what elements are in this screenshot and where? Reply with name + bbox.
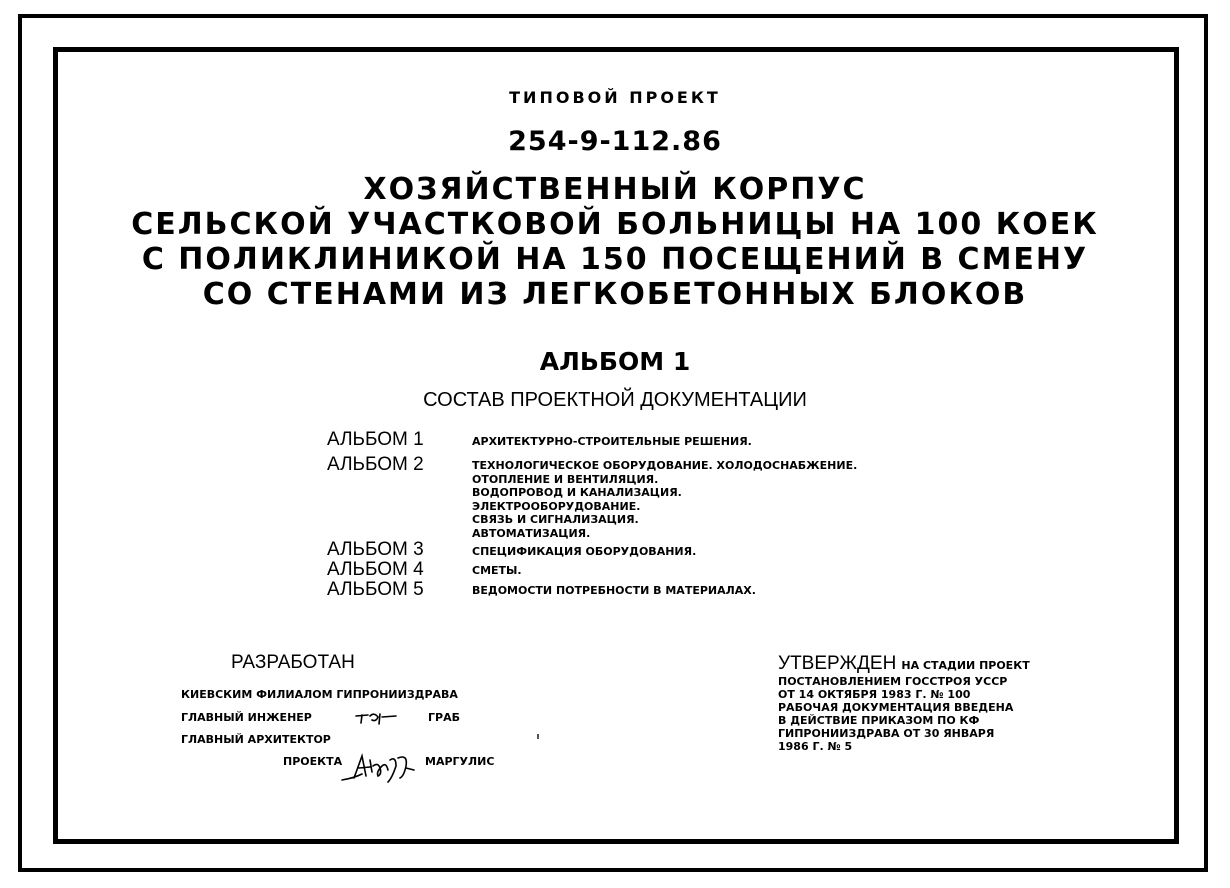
album-row	[327, 455, 857, 540]
album-name: АЛЬБОМ 3	[327, 539, 424, 560]
album-item: СМЕТЫ.	[472, 564, 522, 577]
title-line: ХОЗЯЙСТВЕННЫЙ КОРПУС	[363, 172, 867, 207]
project-label: ПРОЕКТА	[283, 755, 343, 768]
approval-block	[778, 653, 1030, 753]
album-title: АЛЬБОМ 1	[539, 347, 691, 376]
chief-architect-name: МАРГУЛИС	[425, 755, 495, 768]
album-list	[327, 430, 857, 600]
album-item: ОТОПЛЕНИЕ И ВЕНТИЛЯЦИЯ.	[472, 472, 659, 486]
album-name: АЛЬБОМ 4	[327, 559, 424, 580]
album-row	[327, 540, 857, 560]
documentation-subtitle: СОСТАВ ПРОЕКТНОЙ ДОКУМЕНТАЦИИ	[423, 389, 807, 411]
album-row	[327, 580, 857, 600]
album-name: АЛЬБОМ 1	[327, 429, 424, 450]
album-item: СПЕЦИФИКАЦИЯ ОБОРУДОВАНИЯ.	[472, 545, 697, 558]
speck-mark	[537, 734, 539, 739]
album-item: ВОДОПРОВОД И КАНАЛИЗАЦИЯ.	[472, 486, 682, 499]
engineer-signature-icon	[352, 708, 400, 728]
title-line: СЕЛЬСКОЙ УЧАСТКОВОЙ БОЛЬНИЦЫ НА 100 КОЕК	[131, 207, 1099, 242]
approved-stage: НА СТАДИИ ПРОЕКТ	[901, 659, 1030, 672]
album-row	[327, 560, 857, 580]
album-item: ВЕДОМОСТИ ПОТРЕБНОСТИ В МАТЕРИАЛАХ.	[472, 584, 756, 597]
album-item: ЭЛЕКТРООБОРУДОВАНИЕ.	[472, 499, 641, 513]
title-line: С ПОЛИКЛИНИКОЙ НА 150 ПОСЕЩЕНИЙ В СМЕНУ	[141, 242, 1089, 277]
developed-title: РАЗРАБОТАН	[231, 652, 355, 673]
project-code: 254-9-112.86	[508, 126, 722, 157]
approval-text: ПОСТАНОВЛЕНИЕМ ГОССТРОЯ УССР ОТ 14 ОКТЯБРЯ 1983 Г. № 100 РАБОЧАЯ ДОКУМЕНТАЦИЯ ВВЕДЕНА В ДЕЙСТВИЕ ПРИКАЗОМ ПО КФ ГИПРОНИИЗДРАВА ОТ 30 ЯНВАРЯ 1986 Г. № 5	[778, 675, 1014, 753]
album-item: ТЕХНОЛОГИЧЕСКОЕ ОБОРУДОВАНИЕ. ХОЛОДОСНАБЖЕНИЕ.	[472, 459, 858, 472]
album-item: АРХИТЕКТУРНО-СТРОИТЕЛЬНЫЕ РЕШЕНИЯ.	[472, 435, 752, 448]
chief-engineer-label: ГЛАВНЫЙ ИНЖЕНЕР	[181, 711, 312, 724]
album-name: АЛЬБОМ 2	[327, 454, 424, 475]
project-title	[0, 172, 1230, 312]
album-name: АЛЬБОМ 5	[327, 579, 424, 600]
chief-architect-label: ГЛАВНЫЙ АРХИТЕКТОР	[181, 733, 331, 746]
approved-title: УТВЕРЖДЕН	[778, 653, 897, 674]
album-item: АВТОМАТИЗАЦИЯ.	[472, 526, 591, 540]
chief-engineer-name: ГРАБ	[428, 711, 460, 724]
album-row	[327, 430, 857, 450]
title-line: СО СТЕНАМИ ИЗ ЛЕГКОБЕТОННЫХ БЛОКОВ	[202, 277, 1028, 312]
project-type-label: ТИПОВОЙ ПРОЕКТ	[509, 88, 721, 107]
album-item: СВЯЗЬ И СИГНАЛИЗАЦИЯ.	[472, 513, 639, 526]
architect-signature-icon	[340, 748, 424, 786]
developer-organization: КИЕВСКИМ ФИЛИАЛОМ ГИПРОНИИЗДРАВА	[181, 688, 458, 701]
